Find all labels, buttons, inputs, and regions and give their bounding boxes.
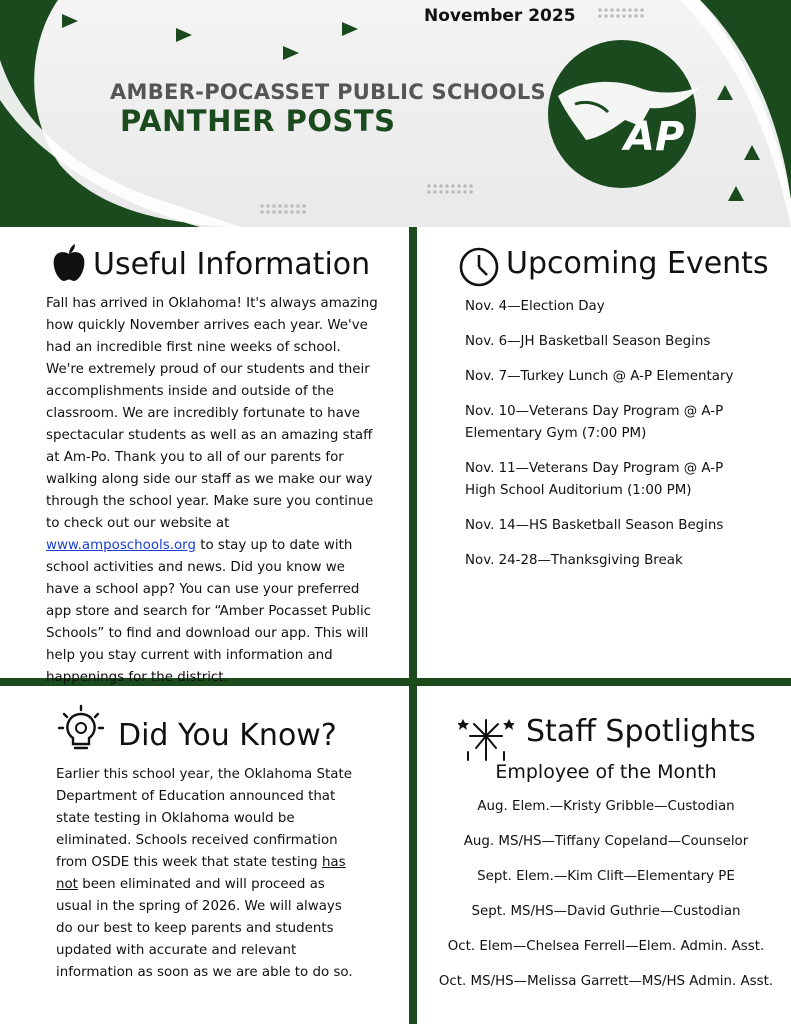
upcoming-events-title: Upcoming Events — [506, 246, 769, 281]
website-link[interactable]: www.amposchools.org — [46, 538, 196, 553]
apple-icon — [52, 243, 86, 287]
staff-item: Sept. Elem.—Kim Clift—Elementary PE — [477, 869, 735, 884]
clock-icon — [458, 246, 500, 292]
useful-info-text-part1: Fall has arrived in Oklahoma! It's always amazing how quickly November arrives each year. We've had an incredible first nine weeks of school. We're extremely proud of our students and their accomplishments inside and outside of the classroom. We are incredibly fortunate to have spectacular students as well as an amazing staff at Am-Po. Thank you to all of our parents for walking along side our staff as we make our way through the school year. Make sure you continue to check out our website at — [46, 296, 378, 531]
event-item: Nov. 6—JH Basketball Season Begins — [465, 334, 711, 349]
useful-info-title: Useful Information — [93, 247, 371, 282]
staff-item: Aug. MS/HS—Tiffany Copeland—Counselor — [463, 834, 749, 849]
events-list — [465, 296, 785, 585]
staff-item: Oct. Elem—Chelsea Ferrell—Elem. Admin. Asst. — [447, 939, 765, 954]
newsletter-date: November 2025 — [424, 6, 576, 26]
lightbulb-icon — [58, 704, 104, 758]
header-banner — [0, 0, 791, 227]
logo-text: AP — [624, 114, 685, 160]
useful-info-text — [46, 293, 378, 689]
did-you-know-text-part1: Earlier this school year, the Oklahoma State Department of Education announced that state testing in Oklahoma would be eliminated. Schools received confirmation from OSDE this week that state testing — [56, 767, 352, 870]
employee-of-month-subtitle: Employee of the Month — [495, 761, 717, 783]
underlined-phrase: has not — [56, 855, 346, 892]
school-name: AMBER-POCASSET PUBLIC SCHOOLS — [110, 80, 546, 104]
event-item: Nov. 11—Veterans Day Program @ A-P High School Auditorium (1:00 PM) — [465, 461, 724, 498]
event-item: Nov. 14—HS Basketball Season Begins — [465, 518, 724, 533]
staff-spotlights-title: Staff Spotlights — [526, 714, 756, 749]
did-you-know-text — [56, 764, 356, 984]
useful-info-text-part2: to stay up to date with school activities and news. Did you know we have a school app? You can use your preferred app store and search for “Amber Pocasset Public Schools” to find and download our app. This will help you stay current with information and happenings for the district. — [46, 538, 372, 685]
event-item: Nov. 7—Turkey Lunch @ A-P Elementary — [465, 369, 734, 384]
staff-item: Sept. MS/HS—David Guthrie—Custodian — [471, 904, 741, 919]
staff-item: Aug. Elem.—Kristy Gribble—Custodian — [477, 799, 735, 814]
event-item: Nov. 24-28—Thanksgiving Break — [465, 553, 683, 568]
vertical-divider — [409, 227, 417, 1024]
newsletter-title: PANTHER POSTS — [120, 104, 396, 138]
event-item: Nov. 10—Veterans Day Program @ A-P Elementary Gym (7:00 PM) — [465, 404, 724, 441]
staff-list — [426, 796, 786, 1006]
staff-item: Oct. MS/HS—Melissa Garrett—MS/HS Admin. Asst. — [438, 974, 774, 989]
did-you-know-text-part2: been eliminated and will proceed as usual in the spring of 2026. We will always do our best to keep parents and students updated with accurate and relevant information as soon as we are able to do so. — [56, 877, 353, 980]
did-you-know-title: Did You Know? — [118, 718, 337, 753]
event-item: Nov. 4—Election Day — [465, 299, 605, 314]
fireworks-icon — [458, 714, 514, 766]
